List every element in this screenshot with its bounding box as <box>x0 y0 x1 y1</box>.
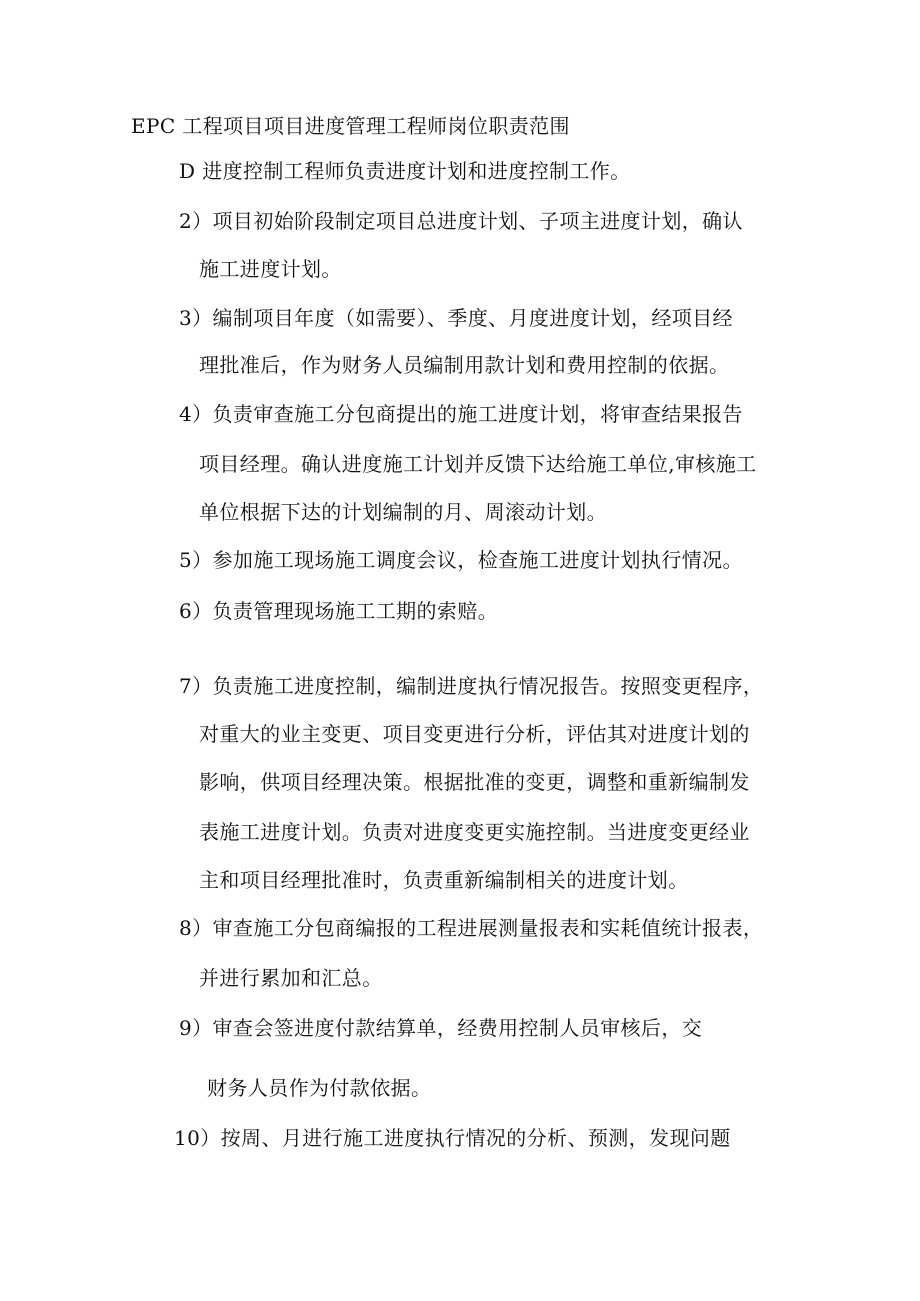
text-line-1: D 进度控制工程师负责进度计划和进度控制工作。 <box>179 159 631 183</box>
text-line-15: 主和项目经理批准时，负责重新编制相关的进度计划。 <box>199 868 689 892</box>
text-line-11: 7）负责施工进度控制，编制进度执行情况报告。按照变更程序， <box>179 674 764 698</box>
text-line-14: 表施工进度计划。负责对进度变更实施控制。当进度变更经业 <box>199 820 750 844</box>
document-title: EPC 工程项目项目进度管理工程师岗位职责范围 <box>131 114 570 138</box>
text-line-9: 5）参加施工现场施工调度会议，检查施工进度计划执行情况。 <box>179 548 743 572</box>
text-line-8: 单位根据下达的计划编制的月、周滚动计划。 <box>199 500 607 524</box>
text-line-16: 8）审查施工分包商编报的工程进展测量报表和实耗值统计报表， <box>179 916 764 940</box>
text-line-18: 9）审查会签进度付款结算单，经费用控制人员审核后，交 <box>179 1016 703 1040</box>
text-line-10: 6）负责管理现场施工工期的索赔。 <box>179 599 499 623</box>
text-line-12: 对重大的业主变更、项目变更进行分析，评估其对进度计划的 <box>199 722 750 746</box>
text-line-2: 2）项目初始阶段制定项目总进度计划、子项主进度计划，确认 <box>179 209 743 233</box>
text-line-13: 影响，供项目经理决策。根据批准的变更，调整和重新编制发 <box>199 770 750 794</box>
text-line-6: 4）负责审查施工分包商提出的施工进度计划，将审查结果报告 <box>179 402 743 426</box>
text-line-5: 理批准后，作为财务人员编制用款计划和费用控制的依据。 <box>199 353 730 377</box>
text-line-7: 项目经理。确认进度施工计划并反馈下达给施工单位,审核施工 <box>199 452 757 476</box>
text-line-19: 财务人员作为付款依据。 <box>207 1076 432 1100</box>
text-line-20: 10）按周、月进行施工进度执行情况的分析、预测，发现问题 <box>174 1126 731 1150</box>
text-line-4: 3）编制项目年度（如需要）、季度、月度进度计划，经项目经 <box>179 306 733 330</box>
text-line-17: 并进行累加和汇总。 <box>199 966 383 990</box>
text-line-3: 施工进度计划。 <box>199 257 342 281</box>
